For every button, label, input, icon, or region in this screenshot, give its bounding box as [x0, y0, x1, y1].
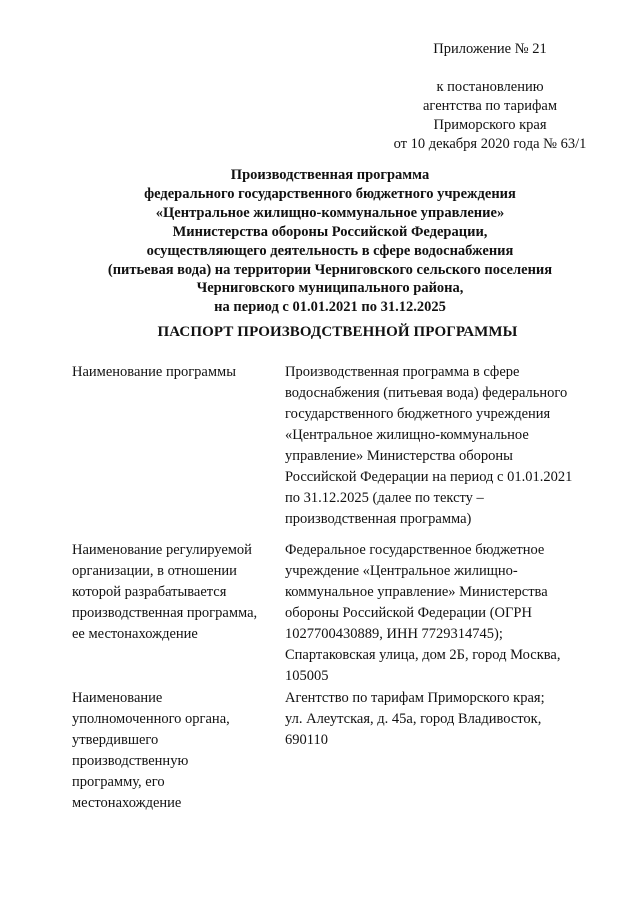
value-line: государственного бюджетного учреждения [285, 406, 551, 422]
passport-row-label [72, 362, 277, 383]
value-line: ул. Алеутская, д. 45а, город Владивосток, [285, 711, 542, 727]
appendix-line: агентства по тарифам [423, 98, 557, 114]
label-line: производственную [72, 753, 189, 769]
label-line: уполномоченного органа, [72, 711, 230, 727]
value-line: Производственная программа в сфере [285, 364, 520, 380]
value-line: водоснабжения (питьевая вода) федерального [285, 385, 568, 401]
program-title-line: «Центральное жилищно-коммунальное управление» [155, 204, 505, 221]
program-title-line: Производственная программа [230, 167, 430, 183]
label-line: утвердившего [72, 732, 159, 748]
label-line: организации, в отношении [72, 563, 237, 579]
value-line: производственная программа) [285, 511, 472, 527]
value-line: коммунальное управление» Министерства [285, 584, 548, 600]
value-line: 690110 [285, 732, 328, 748]
program-title-line: на период с 01.01.2021 по 31.12.2025 [214, 299, 446, 316]
label-line: Наименование регулируемой [72, 542, 252, 558]
program-title [60, 166, 600, 317]
passport-row-label [72, 540, 277, 645]
passport-row-value [285, 362, 605, 530]
label-line: местонахождение [72, 795, 182, 811]
label-line: ее местонахождение [72, 626, 198, 642]
value-line: Российской Федерации на период с 01.01.2021 [285, 469, 573, 485]
value-line: «Центральное жилищно-коммунальное [285, 427, 529, 443]
passport-row-regulated-organization [72, 540, 612, 688]
label-line: которой разрабатывается [72, 584, 227, 600]
value-line: Федеральное государственное бюджетное [285, 542, 545, 558]
program-title-line: федерального государственного бюджетного учреждения [144, 185, 516, 202]
value-line: 105005 [285, 668, 329, 684]
appendix-line: от 10 декабря 2020 года № 63/1 [393, 136, 587, 152]
program-title-line: Черниговского муниципального района, [196, 280, 464, 297]
passport-row-value [285, 540, 605, 687]
program-title-line: Министерства обороны Российской Федерации, [172, 223, 488, 240]
value-line: учреждение «Центральное жилищно- [285, 563, 518, 579]
label-line: производственная программа, [72, 605, 258, 621]
passport-row-program-name [72, 362, 612, 540]
value-line: 1027700430889, ИНН 7729314745); [285, 626, 503, 642]
value-line: управление» Министерства обороны [285, 448, 513, 464]
appendix-line: к постановлению [436, 79, 544, 95]
label-line: Наименование [72, 690, 163, 706]
program-title-line: (питьевая вода) на территории Черниговского сельского поселения [107, 261, 553, 278]
appendix-title: Приложение № 21 [433, 41, 547, 57]
passport-row-label [72, 688, 277, 814]
passport-heading: ПАСПОРТ ПРОИЗВОДСТВЕННОЙ ПРОГРАММЫ [157, 324, 518, 340]
value-line: Спартаковская улица, дом 2Б, город Москва, [285, 647, 561, 663]
label-line: программу, его [72, 774, 165, 790]
appendix-line: Приморского края [433, 117, 547, 133]
passport-table [72, 362, 612, 828]
label-line: Наименование программы [72, 364, 236, 380]
value-line: по 31.12.2025 (далее по тексту – [285, 490, 484, 506]
passport-row-authorized-body [72, 688, 612, 828]
program-title-line: осуществляющего деятельность в сфере водоснабжения [146, 242, 514, 259]
passport-row-value [285, 688, 605, 751]
appendix-block [375, 40, 605, 154]
value-line: обороны Российской Федерации (ОГРН [285, 605, 532, 621]
value-line: Агентство по тарифам Приморского края; [285, 690, 545, 706]
